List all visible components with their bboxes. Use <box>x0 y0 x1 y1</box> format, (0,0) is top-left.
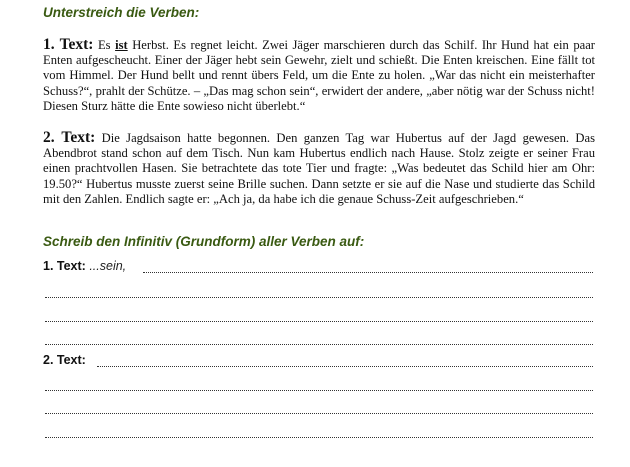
answer1-sample: ...sein, <box>89 259 127 273</box>
answer1-line-3[interactable] <box>45 321 593 322</box>
task1-heading: Unterstreich die Verben: <box>43 5 200 20</box>
answer1-line-1[interactable] <box>143 272 593 273</box>
answer1-line-2[interactable] <box>45 297 593 298</box>
task2-heading: Schreib den Infinitiv (Grundform) aller Verben auf: <box>43 234 365 249</box>
answer2-line-1[interactable] <box>97 366 593 367</box>
text2-body: Die Jagdsaison hatte begonnen. Den ganzen Tag war Hubertus auf der Jagd gewesen. Das Abendbrot stand schon auf dem Tisch. Nun kam Hubertus endlich nach Hause. Stolz zeigte er seiner Frau einen prachtvollen Hasen. Sie betrachtete das tote Tier und fragte: „Was bedeutet das Schild hier am Ohr: 19.50?“ Hubertus musste zuerst seine Brille suchen. Dann setzte er sie auf die Nase und studierte das Schild mit den Zahlen. Endlich sagte er: „Ach ja, da habe ich die genaue Schuss-Zeit aufgeschrieben.“ <box>43 131 596 206</box>
text2-label: 2. Text: <box>43 129 96 146</box>
answer2-line-4[interactable] <box>45 437 593 438</box>
answer2-line-2[interactable] <box>45 390 593 391</box>
answer2-label: 2. Text: <box>43 353 86 367</box>
text1-label: 1. Text: <box>43 36 94 53</box>
answer1-line-4[interactable] <box>45 344 593 345</box>
underlined-verb: ist <box>115 38 128 52</box>
answer2-line-3[interactable] <box>45 413 593 414</box>
text1-before-underlined: Es <box>97 38 111 52</box>
answer1-label-row <box>43 259 126 273</box>
answer1-label: 1. Text: <box>43 259 86 273</box>
text1-paragraph <box>43 37 595 114</box>
answer2-label-row <box>43 353 86 367</box>
text1-body: Herbst. Es regnet leicht. Zwei Jäger marschieren durch das Schilf. Ihr Hund hat ein paar Enten aufgescheucht. Einer der Jäger hebt sein Gewehr, zielt und schießt. Die Enten kreischen. Eine fällt tot vom Himmel. Der Hund bellt und rennt übers Feld, um die Ente zu holen. „War das nicht ein meisterhafter Schuss?“, prahlt der Schütze. – „Das mag schon sein“, erwidert der andere, „aber nötig war der Schuss nicht! Diesen Sturz hätte die Ente sowieso nicht überlebt.“ <box>43 38 595 113</box>
text2-paragraph <box>43 130 595 207</box>
